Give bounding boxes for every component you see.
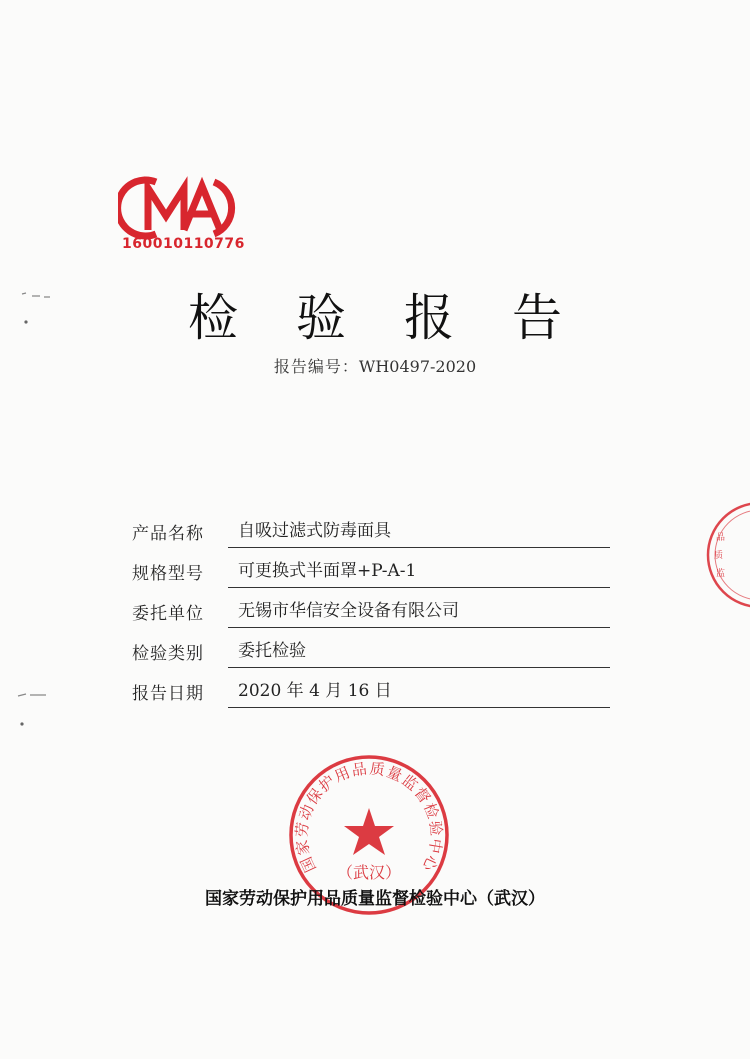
cma-number: 160010110776	[122, 236, 245, 252]
info-label: 检验类别	[132, 644, 204, 664]
info-row	[132, 628, 610, 668]
info-row	[132, 588, 610, 628]
info-label: 报告日期	[132, 684, 204, 704]
svg-text:质: 质	[714, 551, 724, 561]
seal-center-text: （武汉）	[336, 863, 402, 882]
report-number-value: WH0497-2020	[358, 357, 477, 376]
info-table	[132, 508, 610, 708]
svg-text:监: 监	[716, 569, 726, 579]
info-label: 委托单位	[132, 604, 204, 624]
info-row	[132, 668, 610, 708]
report-number-label: 报告编号：	[273, 357, 359, 376]
info-row	[132, 548, 610, 588]
seal-star-icon	[344, 808, 394, 855]
info-value: 自吸过滤式防毒面具	[228, 519, 610, 548]
seal-ring-text: 国家劳动保护用品质量监督检验中心	[292, 759, 446, 876]
binding-mark	[16, 688, 56, 732]
info-value: 2020 年 4 月 16 日	[228, 679, 610, 708]
info-value: 委托检验	[228, 639, 610, 668]
info-label: 规格型号	[132, 564, 204, 584]
issuing-organization: 国家劳动保护用品质量监督检验中心（武汉）	[205, 889, 545, 909]
edge-seal	[700, 500, 750, 610]
info-value: 无锡市华信安全设备有限公司	[228, 599, 610, 628]
info-row	[132, 508, 610, 548]
page-title: 检验报告	[188, 289, 620, 347]
svg-text:品: 品	[716, 533, 726, 543]
info-label: 产品名称	[132, 524, 204, 544]
info-value: 可更换式半面罩+P-A-1	[228, 559, 610, 588]
report-number	[0, 354, 750, 377]
